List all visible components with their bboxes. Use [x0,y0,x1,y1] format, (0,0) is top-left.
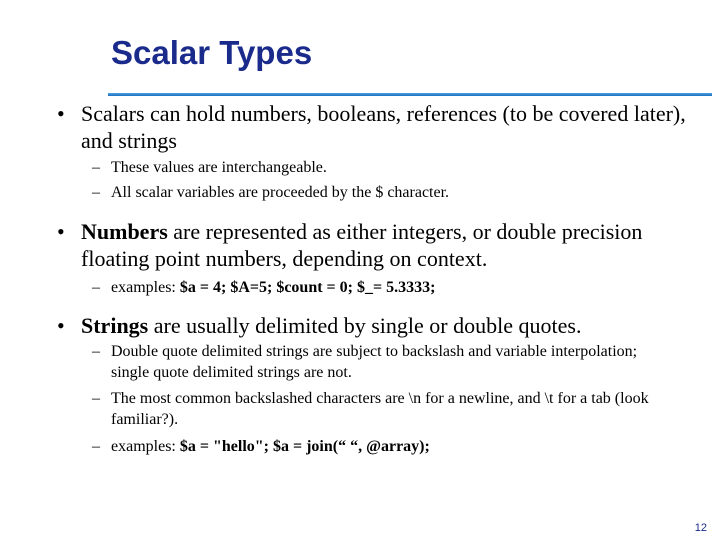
bullet-marker: • [57,101,65,126]
example-code: $a = 4; $A=5; $count = 0; $_= 5.3333; [179,279,436,296]
sub-bullet-text [111,436,692,457]
sub-bullet [92,341,677,383]
sub-bullet [92,157,692,178]
bold-term: Strings [81,313,149,338]
dash-marker: – [92,159,100,176]
dash-marker: – [92,184,100,201]
example-code: $a = "hello"; $a = join(“ “, @array); [179,438,430,455]
bold-term: Numbers [81,219,168,244]
bullet-numbers [57,218,647,272]
bullet-marker: • [57,313,65,338]
title-underline [108,93,712,96]
sub-bullet [92,388,677,430]
bullet-text [81,312,697,339]
sub-bullet [92,436,692,457]
sub-bullet [92,182,692,203]
bullet-strings [57,312,697,339]
bullet-scalars [57,100,697,154]
dash-marker: – [92,343,100,360]
page-number: 12 [694,522,707,534]
bullet-marker: • [57,219,65,244]
dash-marker: – [92,438,100,455]
sub-bullet-text: Double quote delimited strings are subject to backslash and variable interpolation; single quote delimited strings are not. [111,343,638,381]
sub-bullet-text [111,277,692,298]
example-lead: examples: [111,438,180,455]
sub-bullet-text: These values are interchangeable. [111,159,327,176]
sub-bullet-text: The most common backslashed characters are \n for a newline, and \t for a tab (look familiar?). [111,390,649,428]
bullet-text: Scalars can hold numbers, booleans, references (to be covered later), and strings [81,101,686,153]
sub-bullet [92,277,692,298]
dash-marker: – [92,390,100,407]
example-lead: examples: [111,279,180,296]
dash-marker: – [92,279,100,296]
bullet-body: are usually delimited by single or double quotes. [148,313,582,338]
bullet-body: are represented as either integers, or double precision floating point numbers, depending on context. [81,219,643,271]
slide-title: Scalar Types [111,34,313,71]
sub-bullet-text: All scalar variables are proceeded by the $ character. [111,184,450,201]
bullet-text [81,218,647,272]
